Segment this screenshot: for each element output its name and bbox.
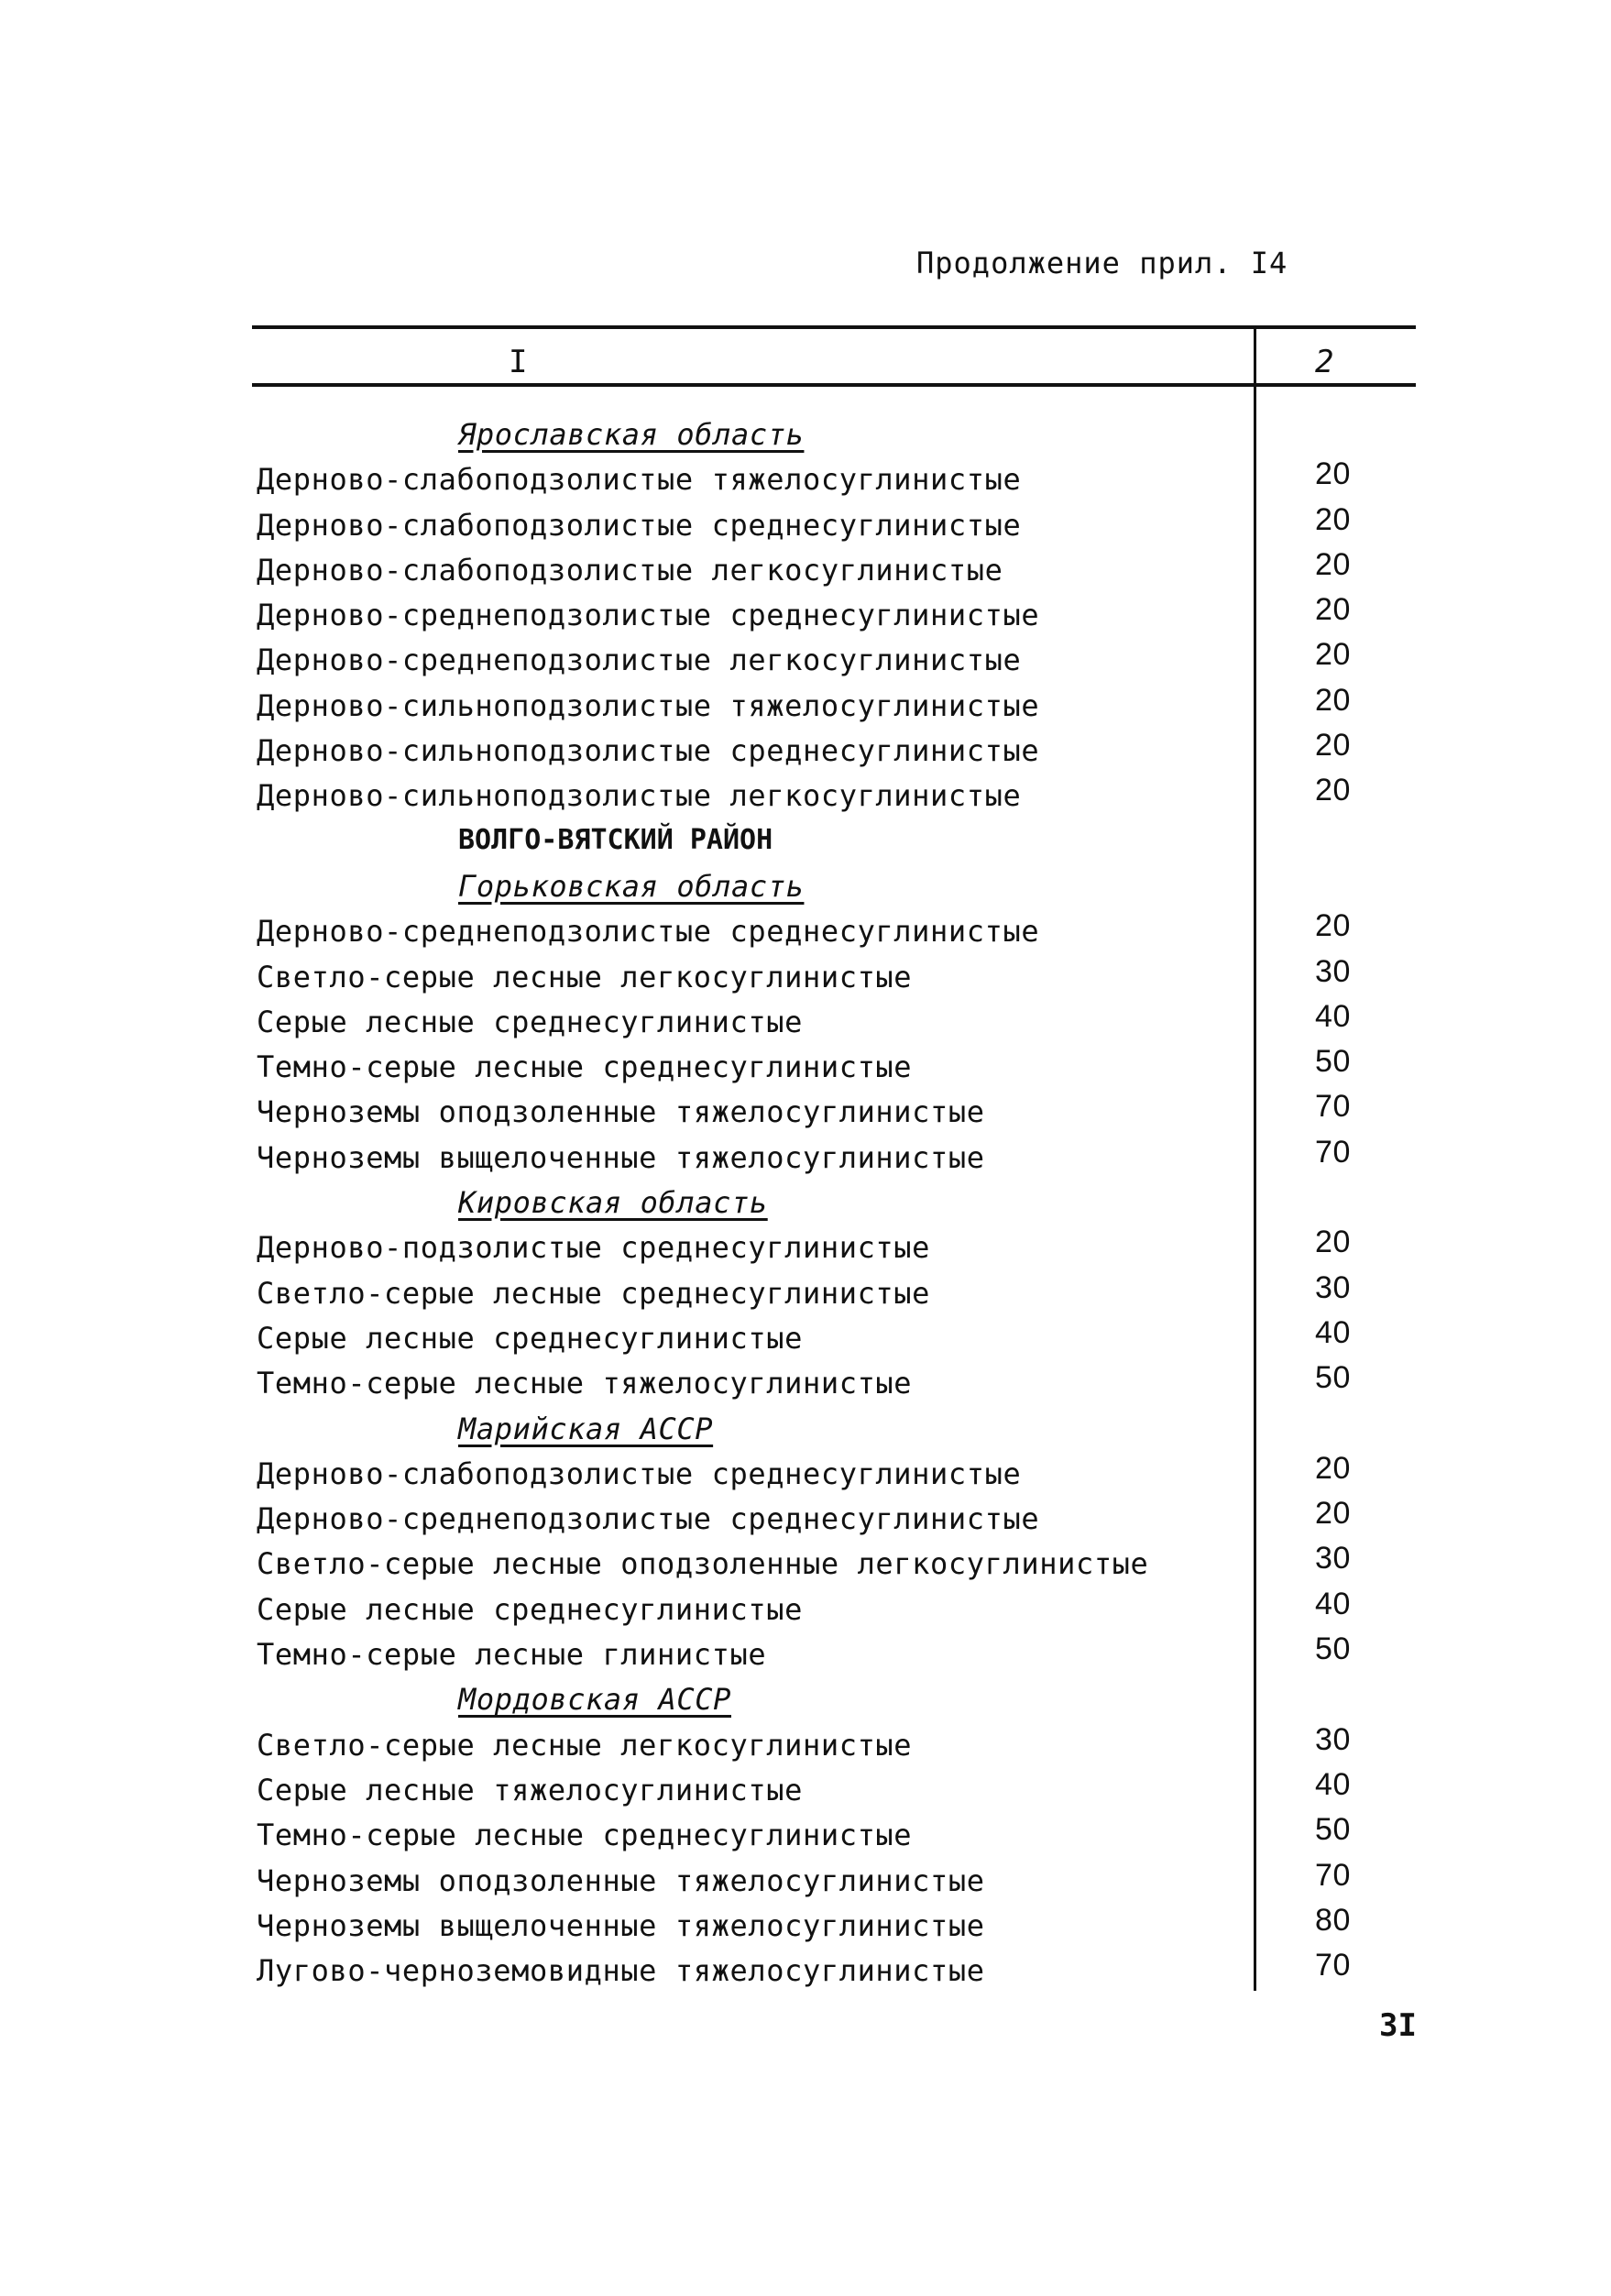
value-cell: 70 (1315, 1857, 1352, 1893)
column-header-2: 2 (1315, 344, 1334, 380)
table-row (257, 547, 1402, 592)
table-row (257, 999, 1402, 1044)
table-row (257, 1496, 1402, 1541)
district-heading-row (257, 818, 1402, 863)
value-cell: 20 (1315, 546, 1352, 582)
table-row (257, 502, 1402, 547)
value-cell: 20 (1315, 1450, 1352, 1486)
soil-type-cell: Дерново-среднеподзолистые среднесуглинистые (257, 598, 1040, 633)
table-row (257, 954, 1402, 999)
soil-type-cell: Дерново-сильноподзолистые среднесуглинистые (257, 733, 1040, 769)
value-cell: 20 (1315, 592, 1352, 628)
soil-type-cell: Серые лесные среднесуглинистые (257, 1004, 803, 1039)
value-cell: 50 (1315, 1812, 1352, 1848)
table-row (257, 908, 1402, 953)
region-heading-row (257, 1406, 1402, 1451)
table-row (257, 1135, 1402, 1180)
region-heading: Горьковская область (458, 868, 805, 904)
table-row (257, 1812, 1402, 1857)
value-cell: 70 (1315, 1089, 1352, 1125)
soil-type-cell: Черноземы оподзоленные тяжелосуглинистые (257, 1862, 985, 1898)
continuation-note: Продолжение прил. I4 (916, 246, 1288, 280)
table-row (257, 1089, 1402, 1134)
table-row (257, 773, 1402, 818)
soil-type-cell: Дерново-подзолистые среднесуглинистые (257, 1230, 931, 1266)
table-row (257, 683, 1402, 728)
soil-type-cell: Дерново-сильноподзолистые легкосуглинистые (257, 778, 1022, 814)
value-cell: 50 (1315, 1631, 1352, 1667)
value-cell: 20 (1315, 456, 1352, 492)
table-row (257, 1044, 1402, 1089)
table-row (257, 1767, 1402, 1812)
table-row (257, 637, 1402, 682)
value-cell: 30 (1315, 1541, 1352, 1576)
value-cell: 20 (1315, 637, 1352, 673)
region-heading: Ярославская область (458, 417, 805, 452)
table-row (257, 1631, 1402, 1676)
soil-type-cell: Лугово-черноземовидные тяжелосуглинистые (257, 1953, 985, 1989)
value-cell: 20 (1315, 1496, 1352, 1532)
soil-type-cell: Черноземы оподзоленные тяжелосуглинистые (257, 1094, 985, 1130)
value-cell: 40 (1315, 1314, 1352, 1350)
value-cell: 30 (1315, 1721, 1352, 1757)
table-row (257, 1858, 1402, 1903)
soil-type-cell: Темно-серые лесные тяжелосуглинистые (257, 1366, 913, 1401)
soil-type-cell: Светло-серые лесные оподзоленные легкосуглинистые (257, 1546, 1149, 1582)
soil-type-cell: Дерново-слабоподзолистые среднесуглинистые (257, 507, 1022, 543)
value-cell: 70 (1315, 1134, 1352, 1170)
region-heading: Мордовская АССР (458, 1682, 731, 1718)
region-heading-row (257, 1676, 1402, 1721)
table-row (257, 1315, 1402, 1360)
value-cell: 30 (1315, 953, 1352, 989)
table-row (257, 1903, 1402, 1948)
soil-type-cell: Черноземы выщелоченные тяжелосуглинистые (257, 1139, 985, 1175)
value-cell: 40 (1315, 1766, 1352, 1802)
table-row (257, 1541, 1402, 1586)
soil-type-cell: Темно-серые лесные среднесуглинистые (257, 1049, 913, 1085)
region-heading: Кировская область (458, 1185, 768, 1221)
soil-type-cell: Дерново-слабоподзолистые легкосуглинистые (257, 552, 1003, 588)
soil-type-cell: Дерново-среднеподзолистые среднесуглинистые (257, 1501, 1040, 1537)
table-row (257, 728, 1402, 773)
value-cell: 20 (1315, 728, 1352, 764)
value-cell: 50 (1315, 1044, 1352, 1080)
table-header-rule (252, 383, 1416, 387)
soil-type-cell: Дерново-слабоподзолистые среднесуглинистые (257, 1456, 1022, 1491)
value-cell: 20 (1315, 773, 1352, 808)
region-heading: Марийская АССР (458, 1411, 714, 1446)
soil-type-cell: Темно-серые лесные глинистые (257, 1637, 767, 1673)
soil-type-cell: Серые лесные среднесуглинистые (257, 1320, 803, 1356)
soil-type-cell: Серые лесные тяжелосуглинистые (257, 1772, 803, 1807)
soil-type-cell: Черноземы выщелоченные тяжелосуглинистые (257, 1907, 985, 1943)
table-row (257, 456, 1402, 501)
region-heading-row (257, 412, 1402, 456)
column-header-1: I (509, 344, 528, 380)
value-cell: 80 (1315, 1902, 1352, 1938)
table-row (257, 1948, 1402, 1993)
region-heading-row (257, 863, 1402, 908)
district-heading: ВОЛГО-ВЯТСКИЙ РАЙОН (458, 823, 773, 856)
value-cell: 30 (1315, 1269, 1352, 1305)
value-cell: 20 (1315, 908, 1352, 944)
table-top-rule (252, 325, 1416, 329)
table-row (257, 1225, 1402, 1269)
soil-type-cell: Дерново-слабоподзолистые тяжелосуглинистые (257, 462, 1022, 498)
value-cell: 70 (1315, 1948, 1352, 1983)
value-cell: 40 (1315, 998, 1352, 1034)
table-row (257, 592, 1402, 637)
table-row (257, 1270, 1402, 1315)
table-row (257, 1722, 1402, 1767)
table-body (257, 412, 1402, 1993)
value-cell: 20 (1315, 682, 1352, 718)
page-number: 3I (1379, 2007, 1417, 2044)
soil-type-cell: Дерново-сильноподзолистые тяжелосуглинистые (257, 687, 1040, 723)
value-cell: 50 (1315, 1360, 1352, 1396)
value-cell: 20 (1315, 501, 1352, 537)
table-row (257, 1360, 1402, 1405)
soil-type-cell: Светло-серые лесные легкосуглинистые (257, 959, 913, 994)
soil-type-cell: Серые лесные среднесуглинистые (257, 1591, 803, 1627)
soil-type-cell: Дерново-среднеподзолистые среднесуглинистые (257, 914, 1040, 950)
region-heading-row (257, 1180, 1402, 1225)
soil-type-cell: Светло-серые лесные среднесуглинистые (257, 1275, 931, 1311)
value-cell: 20 (1315, 1225, 1352, 1260)
table-row (257, 1587, 1402, 1631)
soil-type-cell: Дерново-среднеподзолистые легкосуглинистые (257, 643, 1022, 678)
soil-type-cell: Темно-серые лесные среднесуглинистые (257, 1818, 913, 1853)
value-cell: 40 (1315, 1586, 1352, 1621)
soil-type-cell: Светло-серые лесные легкосуглинистые (257, 1727, 913, 1763)
table-row (257, 1451, 1402, 1496)
